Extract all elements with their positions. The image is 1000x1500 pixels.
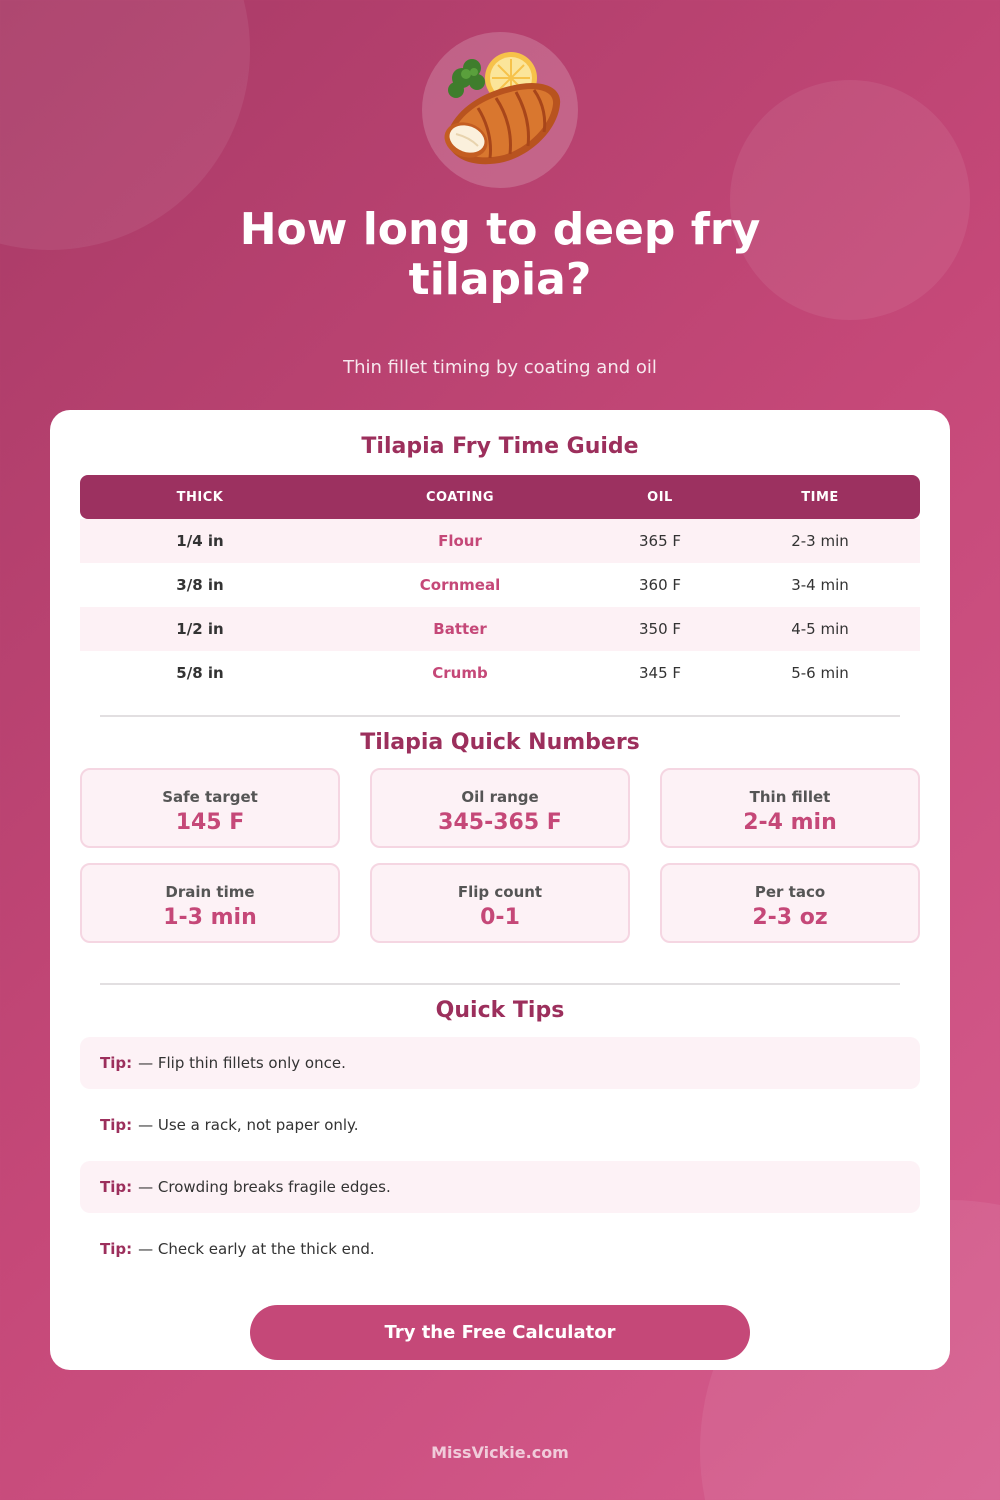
stat-card-thin-fillet	[660, 768, 920, 848]
cell-time: 3-4 min	[791, 576, 849, 594]
stat-card-safe-target	[80, 768, 340, 848]
tip-item	[80, 1161, 920, 1213]
stat-label: Safe target	[162, 788, 258, 806]
column-header-time: TIME	[801, 489, 839, 505]
stat-card-per-taco	[660, 863, 920, 943]
tip-label: Tip:	[100, 1240, 133, 1258]
cell-time: 5-6 min	[791, 664, 849, 682]
cell-oil: 350 F	[638, 620, 682, 638]
cell-oil: 345 F	[638, 664, 682, 682]
content-card	[50, 410, 950, 1370]
tip-label: Tip:	[100, 1116, 133, 1134]
cell-oil: 365 F	[638, 532, 682, 550]
cell-coating: Cornmeal	[419, 576, 501, 594]
cell-time: 4-5 min	[791, 620, 849, 638]
stat-value: 145 F	[175, 810, 245, 835]
page-title: How long to deep fry tilapia?	[239, 204, 761, 305]
table-row	[80, 651, 920, 695]
table-row	[80, 607, 920, 651]
cell-coating: Flour	[438, 532, 482, 550]
stat-card-oil-range	[370, 768, 630, 848]
stat-value: 0-1	[480, 905, 520, 930]
stat-value: 2-3 oz	[752, 905, 828, 930]
cell-time: 2-3 min	[791, 532, 849, 550]
stat-value: 345-365 F	[438, 810, 562, 835]
table-row	[80, 519, 920, 563]
tip-label: Tip:	[100, 1178, 133, 1196]
fried-fish-icon	[422, 32, 578, 188]
page-subtitle: Thin fillet timing by coating and oil	[343, 357, 657, 378]
cell-coating: Crumb	[432, 664, 488, 682]
tip-label: Tip:	[100, 1054, 133, 1072]
stat-label: Flip count	[457, 883, 543, 901]
column-header-oil: OIL	[647, 489, 673, 505]
stat-card-flip-count	[370, 863, 630, 943]
cell-thick: 5/8 in	[176, 664, 224, 682]
fry-time-table	[80, 475, 920, 695]
cell-thick: 1/2 in	[176, 620, 224, 638]
stat-label: Drain time	[165, 883, 255, 901]
fry-time-guide-title: Tilapia Fry Time Guide	[361, 434, 639, 459]
tip-text: — Use a rack, not paper only.	[138, 1116, 359, 1134]
stat-card-drain-time	[80, 863, 340, 943]
free-calculator-button[interactable]: Try the Free Calculator	[250, 1305, 750, 1360]
tip-item	[80, 1099, 920, 1151]
stat-label: Thin fillet	[749, 788, 831, 806]
cell-thick: 3/8 in	[176, 576, 224, 594]
tip-text: — Crowding breaks fragile edges.	[138, 1178, 391, 1196]
tip-text: — Flip thin fillets only once.	[138, 1054, 346, 1072]
table-header	[80, 475, 920, 519]
quick-numbers-title: Tilapia Quick Numbers	[360, 730, 640, 755]
cell-thick: 1/4 in	[176, 532, 224, 550]
tip-item	[80, 1037, 920, 1089]
stat-label: Per taco	[754, 883, 826, 901]
column-header-coating: COATING	[425, 489, 495, 505]
footer-brand[interactable]: MissVickie.com	[431, 1443, 569, 1462]
tip-item	[80, 1223, 920, 1275]
section-divider	[100, 983, 900, 985]
tips-list	[80, 1037, 920, 1285]
stat-label: Oil range	[461, 788, 539, 806]
section-divider	[100, 715, 900, 717]
table-row	[80, 563, 920, 607]
stat-value: 2-4 min	[743, 810, 837, 835]
tip-text: — Check early at the thick end.	[138, 1240, 375, 1258]
cell-coating: Batter	[433, 620, 487, 638]
stat-value: 1-3 min	[163, 905, 257, 930]
cell-oil: 360 F	[638, 576, 682, 594]
column-header-thick: THICK	[176, 489, 224, 505]
quick-tips-title: Quick Tips	[435, 998, 565, 1023]
